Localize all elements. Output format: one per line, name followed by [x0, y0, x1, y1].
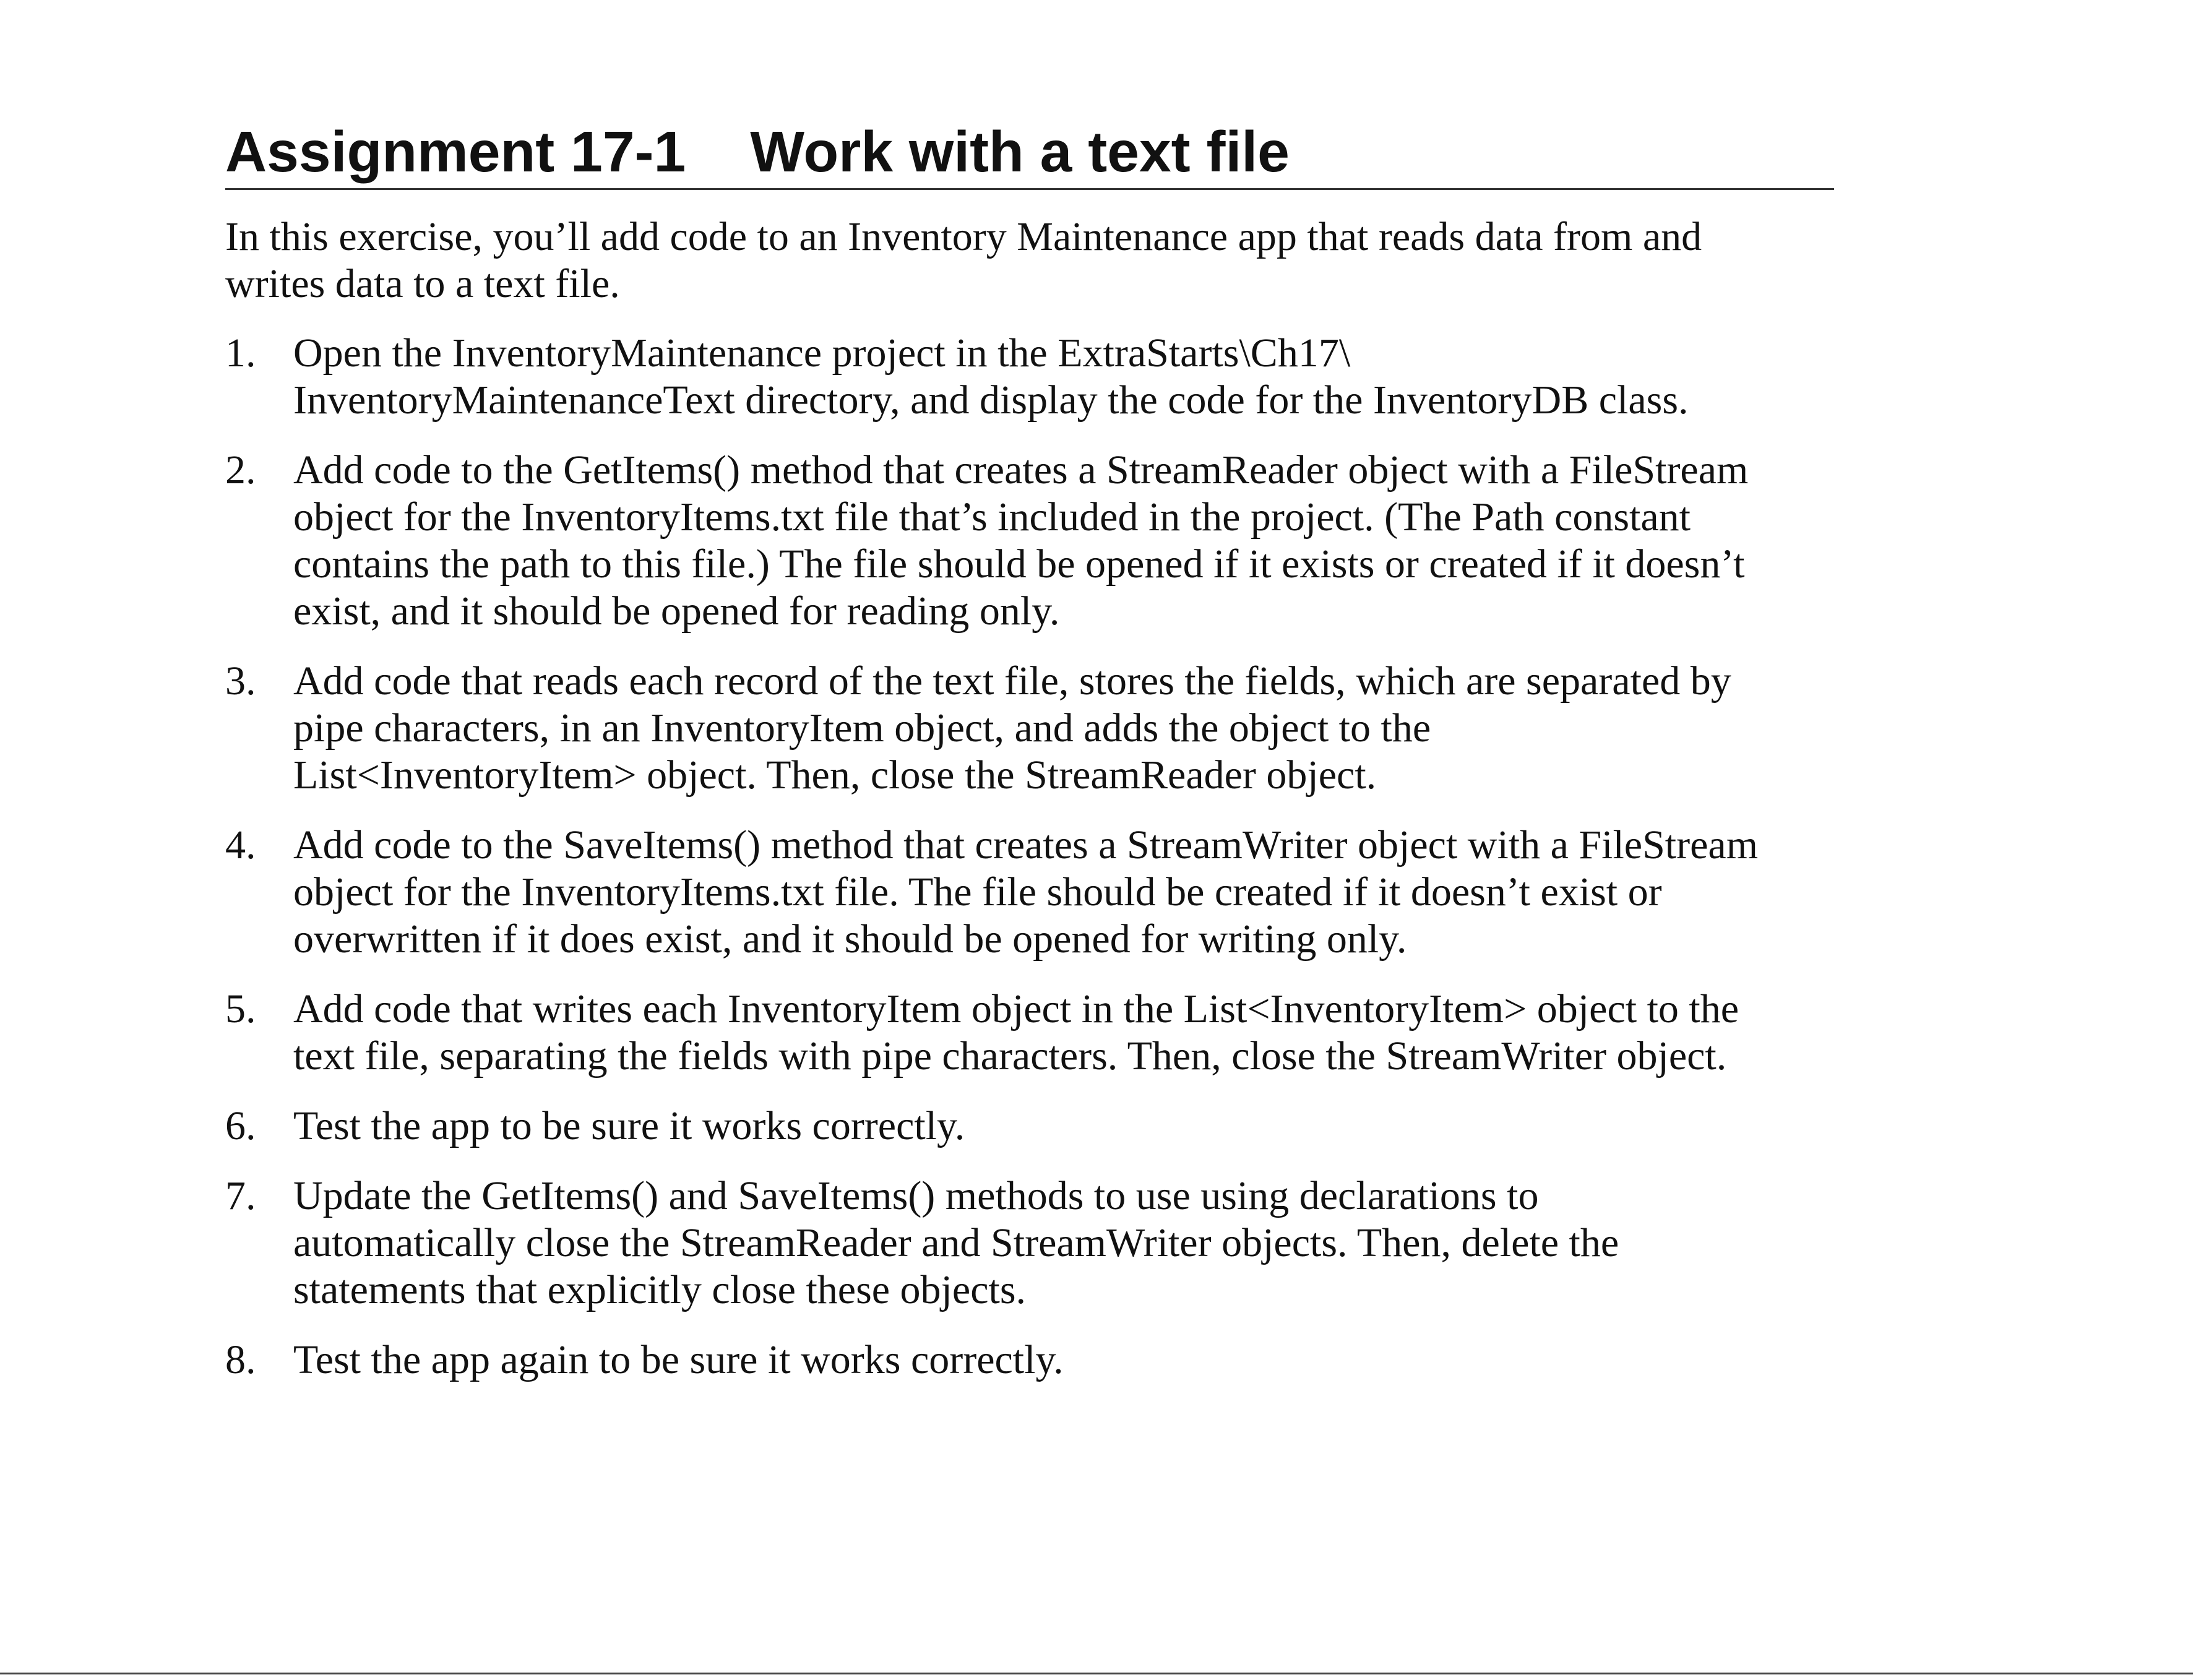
- step-item: [225, 822, 1989, 963]
- step-number: 4.: [225, 822, 256, 868]
- step-item: [225, 330, 1989, 424]
- step-number: 6.: [225, 1103, 256, 1148]
- step-number: 2.: [225, 447, 256, 493]
- intro-line: In this exercise, you’ll add code to an Inventory Maintenance app that reads data from and: [225, 214, 1702, 259]
- step-text-line: Add code to the GetItems() method that creates a StreamReader object with a FileStream: [293, 447, 1749, 493]
- step-item: [225, 658, 1989, 799]
- step-text-line: Add code to the SaveItems() method that creates a StreamWriter object with a FileStream: [293, 822, 1759, 868]
- step-text-line: automatically close the StreamReader and StreamWriter objects. Then, delete the: [293, 1220, 1619, 1265]
- step-text-line: pipe characters, in an InventoryItem object, and adds the object to the: [293, 705, 1431, 751]
- step-item: [225, 1103, 1989, 1150]
- step-text-line: object for the InventoryItems.txt file that’s included in the project. (The Path constant: [293, 494, 1691, 540]
- step-item: [225, 1173, 1989, 1314]
- step-text-line: overwritten if it does exist, and it should be opened for writing only.: [293, 916, 1407, 962]
- intro-line: writes data to a text file.: [225, 261, 620, 306]
- step-text-line: Open the InventoryMaintenance project in the ExtraStarts\Ch17\: [293, 330, 1351, 376]
- document-page: [225, 118, 1834, 1406]
- step-text-line: text file, separating the fields with pipe characters. Then, close the StreamWriter object.: [293, 1033, 1727, 1079]
- step-number: 3.: [225, 658, 256, 704]
- step-number: 5.: [225, 986, 256, 1032]
- step-number: 1.: [225, 330, 256, 376]
- step-text-line: contains the path to this file.) The file should be opened if it exists or created if it doesn’t: [293, 541, 1745, 587]
- step-text-line: object for the InventoryItems.txt file. The file should be created if it doesn’t exist or: [293, 869, 1662, 915]
- step-item: [225, 1337, 1989, 1384]
- step-text-line: Test the app to be sure it works correctly.: [293, 1103, 965, 1148]
- step-item: [225, 986, 1989, 1080]
- steps-list: [225, 330, 1834, 1384]
- step-text-line: List<InventoryItem> object. Then, close the StreamReader object.: [293, 752, 1377, 798]
- page-bottom-rule: [0, 1673, 2193, 1674]
- assignment-number: Assignment 17-1: [225, 119, 686, 184]
- step-text-line: InventoryMaintenanceText directory, and display the code for the InventoryDB class.: [293, 377, 1689, 423]
- step-text-line: Add code that reads each record of the text file, stores the fields, which are separated by: [293, 658, 1731, 704]
- page-title: [225, 118, 1834, 190]
- step-text-line: statements that explicitly close these objects.: [293, 1267, 1027, 1312]
- step-item: [225, 447, 1989, 635]
- step-number: 8.: [225, 1337, 256, 1382]
- step-text-line: exist, and it should be opened for reading only.: [293, 588, 1060, 634]
- step-text-line: Update the GetItems() and SaveItems() methods to use using declarations to: [293, 1173, 1539, 1218]
- intro-paragraph: [225, 213, 1735, 308]
- step-text-line: Test the app again to be sure it works correctly.: [293, 1337, 1064, 1382]
- step-number: 7.: [225, 1173, 256, 1218]
- assignment-title: Work with a text file: [750, 119, 1290, 184]
- step-text-line: Add code that writes each InventoryItem object in the List<InventoryItem> object to the: [293, 986, 1739, 1032]
